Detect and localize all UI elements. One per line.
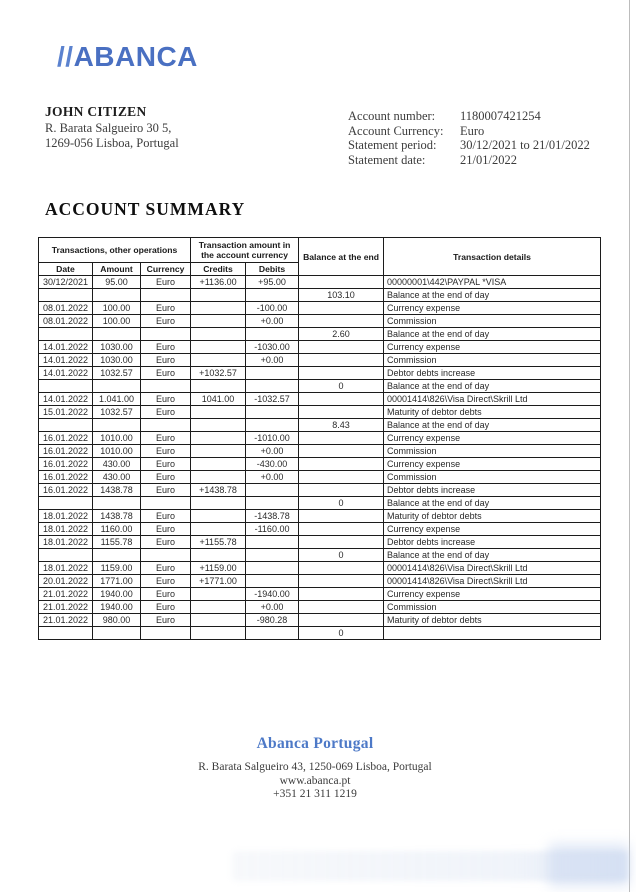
cell-balance: 0 — [299, 549, 384, 562]
cell-currency: Euro — [141, 588, 191, 601]
cell-debits: +95.00 — [246, 276, 299, 289]
cell-debits — [246, 562, 299, 575]
cell-amount: 430.00 — [93, 471, 141, 484]
cell-balance — [299, 315, 384, 328]
statement-date-value: 21/01/2022 — [460, 152, 517, 167]
cell-currency — [141, 419, 191, 432]
cell-date — [39, 328, 93, 341]
cell-debits — [246, 380, 299, 393]
col-header-balance: Balance at the end — [299, 238, 384, 276]
cell-date: 15.01.2022 — [39, 406, 93, 419]
cell-debits — [246, 497, 299, 510]
cell-currency — [141, 289, 191, 302]
transaction-row — [39, 393, 601, 406]
cell-amount: 1771.00 — [93, 575, 141, 588]
col-header-date: Date — [39, 263, 93, 276]
cell-currency — [141, 328, 191, 341]
cell-balance — [299, 341, 384, 354]
cell-debits: +0.00 — [246, 354, 299, 367]
cell-currency — [141, 497, 191, 510]
account-currency-row — [348, 124, 590, 139]
cell-amount: 980.00 — [93, 614, 141, 627]
cell-amount — [93, 289, 141, 302]
cell-date: 14.01.2022 — [39, 367, 93, 380]
footer-phone: +351 21 311 1219 — [273, 788, 357, 800]
cell-credits: +1771.00 — [191, 575, 246, 588]
statement-period-value: 30/12/2021 to 21/01/2022 — [460, 138, 590, 153]
cell-currency: Euro — [141, 575, 191, 588]
cell-balance — [299, 601, 384, 614]
cell-balance — [299, 432, 384, 445]
cell-currency: Euro — [141, 458, 191, 471]
cell-date: 21.01.2022 — [39, 601, 93, 614]
cell-date: 14.01.2022 — [39, 354, 93, 367]
cell-credits — [191, 588, 246, 601]
statement-period-row — [348, 138, 590, 153]
cell-details: Commission — [384, 601, 601, 614]
cell-credits — [191, 406, 246, 419]
cell-debits — [246, 419, 299, 432]
cell-credits — [191, 419, 246, 432]
cell-balance — [299, 367, 384, 380]
cell-currency: Euro — [141, 315, 191, 328]
cell-debits — [246, 367, 299, 380]
cell-date: 30/12/2021 — [39, 276, 93, 289]
cell-balance: 103.10 — [299, 289, 384, 302]
cell-currency: Euro — [141, 276, 191, 289]
cell-currency — [141, 380, 191, 393]
transaction-row — [39, 432, 601, 445]
cell-debits: +0.00 — [246, 315, 299, 328]
cell-debits: -100.00 — [246, 302, 299, 315]
cell-amount — [93, 549, 141, 562]
cell-amount: 430.00 — [93, 458, 141, 471]
cell-debits — [246, 328, 299, 341]
cell-credits: +1032.57 — [191, 367, 246, 380]
cell-details: Debtor debts increase — [384, 367, 601, 380]
logo-slashes-icon: // — [57, 41, 74, 72]
transaction-row — [39, 536, 601, 549]
transaction-row — [39, 523, 601, 536]
cell-credits: +1438.78 — [191, 484, 246, 497]
transaction-row — [39, 445, 601, 458]
transaction-row — [39, 328, 601, 341]
cell-debits — [246, 575, 299, 588]
cell-balance — [299, 484, 384, 497]
cell-credits — [191, 289, 246, 302]
cell-currency: Euro — [141, 601, 191, 614]
cell-credits — [191, 471, 246, 484]
cell-details: Maturity of debtor debts — [384, 406, 601, 419]
account-currency-label: Account Currency: — [348, 123, 444, 138]
transaction-row — [39, 302, 601, 315]
customer-address-block — [45, 104, 179, 152]
transaction-row — [39, 627, 601, 640]
cell-currency: Euro — [141, 445, 191, 458]
cell-balance — [299, 393, 384, 406]
cell-details: Currency expense — [384, 432, 601, 445]
cell-credits: 1041.00 — [191, 393, 246, 406]
cell-balance — [299, 406, 384, 419]
cell-date — [39, 497, 93, 510]
cell-debits — [246, 627, 299, 640]
cell-currency: Euro — [141, 432, 191, 445]
transactions-body — [39, 276, 601, 640]
customer-name: JOHN CITIZEN — [45, 104, 147, 119]
cell-details: Currency expense — [384, 458, 601, 471]
table-group-header-row — [39, 238, 601, 263]
transaction-row — [39, 484, 601, 497]
cell-amount — [93, 419, 141, 432]
cell-date — [39, 419, 93, 432]
col-header-credits: Credits — [191, 263, 246, 276]
cell-amount: 1159.00 — [93, 562, 141, 575]
cell-credits — [191, 341, 246, 354]
cell-credits: +1155.78 — [191, 536, 246, 549]
transaction-row — [39, 588, 601, 601]
cell-details: Balance at the end of day — [384, 380, 601, 393]
transaction-row — [39, 354, 601, 367]
cell-currency: Euro — [141, 367, 191, 380]
cell-date: 18.01.2022 — [39, 510, 93, 523]
cell-amount: 1940.00 — [93, 601, 141, 614]
account-number-value: 1180007421254 — [460, 109, 541, 123]
cell-currency — [141, 627, 191, 640]
transaction-row — [39, 341, 601, 354]
cell-date: 16.01.2022 — [39, 432, 93, 445]
cell-details: Balance at the end of day — [384, 497, 601, 510]
cell-details: Balance at the end of day — [384, 289, 601, 302]
col-header-amount: Amount — [93, 263, 141, 276]
cell-amount — [93, 380, 141, 393]
transaction-row — [39, 380, 601, 393]
cell-details: Commission — [384, 471, 601, 484]
cell-debits — [246, 484, 299, 497]
cell-details: Currency expense — [384, 302, 601, 315]
cell-date — [39, 549, 93, 562]
cell-amount: 1030.00 — [93, 354, 141, 367]
cell-currency: Euro — [141, 510, 191, 523]
cell-balance — [299, 562, 384, 575]
cell-amount: 100.00 — [93, 302, 141, 315]
cell-credits: +1136.00 — [191, 276, 246, 289]
cell-debits — [246, 536, 299, 549]
footer-website: www.abanca.pt — [279, 774, 351, 787]
cell-details: Commission — [384, 315, 601, 328]
cell-details: Debtor debts increase — [384, 484, 601, 497]
cell-credits — [191, 328, 246, 341]
cell-balance: 0 — [299, 497, 384, 510]
cell-details: Debtor debts increase — [384, 536, 601, 549]
cell-currency: Euro — [141, 302, 191, 315]
cell-amount: 95.00 — [93, 276, 141, 289]
cell-details: Balance at the end of day — [384, 328, 601, 341]
cell-debits: -430.00 — [246, 458, 299, 471]
cell-currency: Euro — [141, 614, 191, 627]
cell-date — [39, 627, 93, 640]
cell-balance — [299, 510, 384, 523]
cell-credits — [191, 445, 246, 458]
cell-amount: 1010.00 — [93, 432, 141, 445]
cell-details: 00001414\826\Visa Direct\Skrill Ltd — [384, 575, 601, 588]
cell-credits — [191, 315, 246, 328]
cell-currency: Euro — [141, 406, 191, 419]
cell-balance: 0 — [299, 627, 384, 640]
cell-credits — [191, 510, 246, 523]
cell-currency: Euro — [141, 354, 191, 367]
cell-balance — [299, 302, 384, 315]
cell-debits: -980.28 — [246, 614, 299, 627]
cell-debits: +0.00 — [246, 445, 299, 458]
cell-currency: Euro — [141, 562, 191, 575]
cell-credits — [191, 380, 246, 393]
cell-credits — [191, 302, 246, 315]
cell-currency: Euro — [141, 536, 191, 549]
cell-balance — [299, 471, 384, 484]
account-number-label: Account number: — [348, 109, 436, 123]
cell-currency: Euro — [141, 484, 191, 497]
transaction-row — [39, 406, 601, 419]
cell-date: 16.01.2022 — [39, 458, 93, 471]
account-currency-value: Euro — [460, 123, 485, 138]
cell-debits: -1032.57 — [246, 393, 299, 406]
cell-details — [384, 627, 601, 640]
account-info-block — [348, 109, 590, 167]
cell-credits — [191, 497, 246, 510]
cell-debits — [246, 289, 299, 302]
cell-details: Maturity of debtor debts — [384, 510, 601, 523]
cell-balance — [299, 536, 384, 549]
transaction-row — [39, 562, 601, 575]
cell-debits: -1160.00 — [246, 523, 299, 536]
col-header-details: Transaction details — [384, 238, 601, 276]
transaction-row — [39, 471, 601, 484]
transaction-row — [39, 614, 601, 627]
statement-table-header — [39, 238, 601, 276]
transaction-row — [39, 510, 601, 523]
transaction-row — [39, 601, 601, 614]
cell-credits — [191, 601, 246, 614]
cell-details: Currency expense — [384, 341, 601, 354]
cell-date — [39, 380, 93, 393]
cell-date: 14.01.2022 — [39, 393, 93, 406]
cell-debits: -1030.00 — [246, 341, 299, 354]
cell-date: 16.01.2022 — [39, 484, 93, 497]
cell-debits — [246, 406, 299, 419]
col-header-currency: Currency — [141, 263, 191, 276]
cell-debits: -1940.00 — [246, 588, 299, 601]
account-number-row — [348, 109, 590, 124]
cell-amount — [93, 497, 141, 510]
cell-amount: 1155.78 — [93, 536, 141, 549]
cell-balance — [299, 523, 384, 536]
cell-currency: Euro — [141, 393, 191, 406]
transaction-row — [39, 458, 601, 471]
cell-amount: 1010.00 — [93, 445, 141, 458]
cell-currency — [141, 549, 191, 562]
statement-table — [38, 237, 601, 640]
cell-currency: Euro — [141, 341, 191, 354]
transaction-row — [39, 315, 601, 328]
cell-amount: 1032.57 — [93, 367, 141, 380]
cell-balance — [299, 575, 384, 588]
cell-credits — [191, 549, 246, 562]
cell-balance — [299, 354, 384, 367]
cell-debits: +0.00 — [246, 471, 299, 484]
cell-debits: -1010.00 — [246, 432, 299, 445]
cell-credits — [191, 627, 246, 640]
abanca-logo — [57, 41, 198, 73]
cell-date: 08.01.2022 — [39, 302, 93, 315]
cell-amount: 1438.78 — [93, 484, 141, 497]
cell-balance: 2.60 — [299, 328, 384, 341]
cell-balance — [299, 445, 384, 458]
cell-date — [39, 289, 93, 302]
cell-date: 18.01.2022 — [39, 562, 93, 575]
footer-block — [0, 735, 630, 802]
cell-details: Balance at the end of day — [384, 419, 601, 432]
cell-amount — [93, 627, 141, 640]
cell-amount: 1.041.00 — [93, 393, 141, 406]
col-header-debits: Debits — [246, 263, 299, 276]
cell-details: Balance at the end of day — [384, 549, 601, 562]
col-group-amount-account-currency: Transaction amount in the account currency — [191, 238, 299, 263]
statement-period-label: Statement period: — [348, 138, 437, 153]
cell-credits — [191, 614, 246, 627]
cell-date: 16.01.2022 — [39, 445, 93, 458]
cell-balance — [299, 614, 384, 627]
cell-credits — [191, 432, 246, 445]
footer-address: R. Barata Salgueiro 43, 1250-069 Lisboa, Portugal — [198, 761, 432, 773]
cell-date: 18.01.2022 — [39, 523, 93, 536]
statement-date-label: Statement date: — [348, 152, 426, 167]
transaction-row — [39, 367, 601, 380]
cell-date: 16.01.2022 — [39, 471, 93, 484]
cell-balance: 0 — [299, 380, 384, 393]
cell-date: 14.01.2022 — [39, 341, 93, 354]
cell-details: Commission — [384, 354, 601, 367]
cell-date: 08.01.2022 — [39, 315, 93, 328]
cell-balance: 8.43 — [299, 419, 384, 432]
cell-credits: +1159.00 — [191, 562, 246, 575]
cell-details: Commission — [384, 445, 601, 458]
cell-details: 00001414\826\Visa Direct\Skrill Ltd — [384, 562, 601, 575]
cell-details: Currency expense — [384, 588, 601, 601]
cell-date: 20.01.2022 — [39, 575, 93, 588]
cell-amount — [93, 328, 141, 341]
cell-debits: -1438.78 — [246, 510, 299, 523]
cell-date: 18.01.2022 — [39, 536, 93, 549]
scan-watermark-blob — [548, 843, 630, 887]
transaction-row — [39, 497, 601, 510]
footer-brand: Abanca Portugal — [256, 735, 374, 752]
cell-details: 00000001\442\PAYPAL *VISA — [384, 276, 601, 289]
cell-debits: +0.00 — [246, 601, 299, 614]
transaction-row — [39, 575, 601, 588]
customer-address-line1: R. Barata Salgueiro 30 5, — [45, 120, 172, 135]
cell-currency: Euro — [141, 471, 191, 484]
transaction-row — [39, 289, 601, 302]
cell-credits — [191, 354, 246, 367]
transaction-row — [39, 276, 601, 289]
cell-details: 00001414\826\Visa Direct\Skrill Ltd — [384, 393, 601, 406]
cell-details: Currency expense — [384, 523, 601, 536]
cell-balance — [299, 588, 384, 601]
customer-address-line2: 1269-056 Lisboa, Portugal — [45, 136, 179, 150]
cell-credits — [191, 458, 246, 471]
cell-date: 21.01.2022 — [39, 614, 93, 627]
cell-debits — [246, 549, 299, 562]
cell-balance — [299, 458, 384, 471]
cell-credits — [191, 523, 246, 536]
statement-date-row — [348, 153, 590, 168]
logo-wordmark: ABANCA — [73, 41, 198, 72]
cell-details: Maturity of debtor debts — [384, 614, 601, 627]
cell-amount: 1160.00 — [93, 523, 141, 536]
cell-amount: 1940.00 — [93, 588, 141, 601]
cell-amount: 100.00 — [93, 315, 141, 328]
col-group-transactions: Transactions, other operations — [39, 238, 191, 263]
cell-date: 21.01.2022 — [39, 588, 93, 601]
page-title: ACCOUNT SUMMARY — [45, 199, 246, 219]
cell-amount: 1438.78 — [93, 510, 141, 523]
cell-amount: 1032.57 — [93, 406, 141, 419]
cell-balance — [299, 276, 384, 289]
transaction-row — [39, 549, 601, 562]
cell-amount: 1030.00 — [93, 341, 141, 354]
cell-currency: Euro — [141, 523, 191, 536]
transaction-row — [39, 419, 601, 432]
